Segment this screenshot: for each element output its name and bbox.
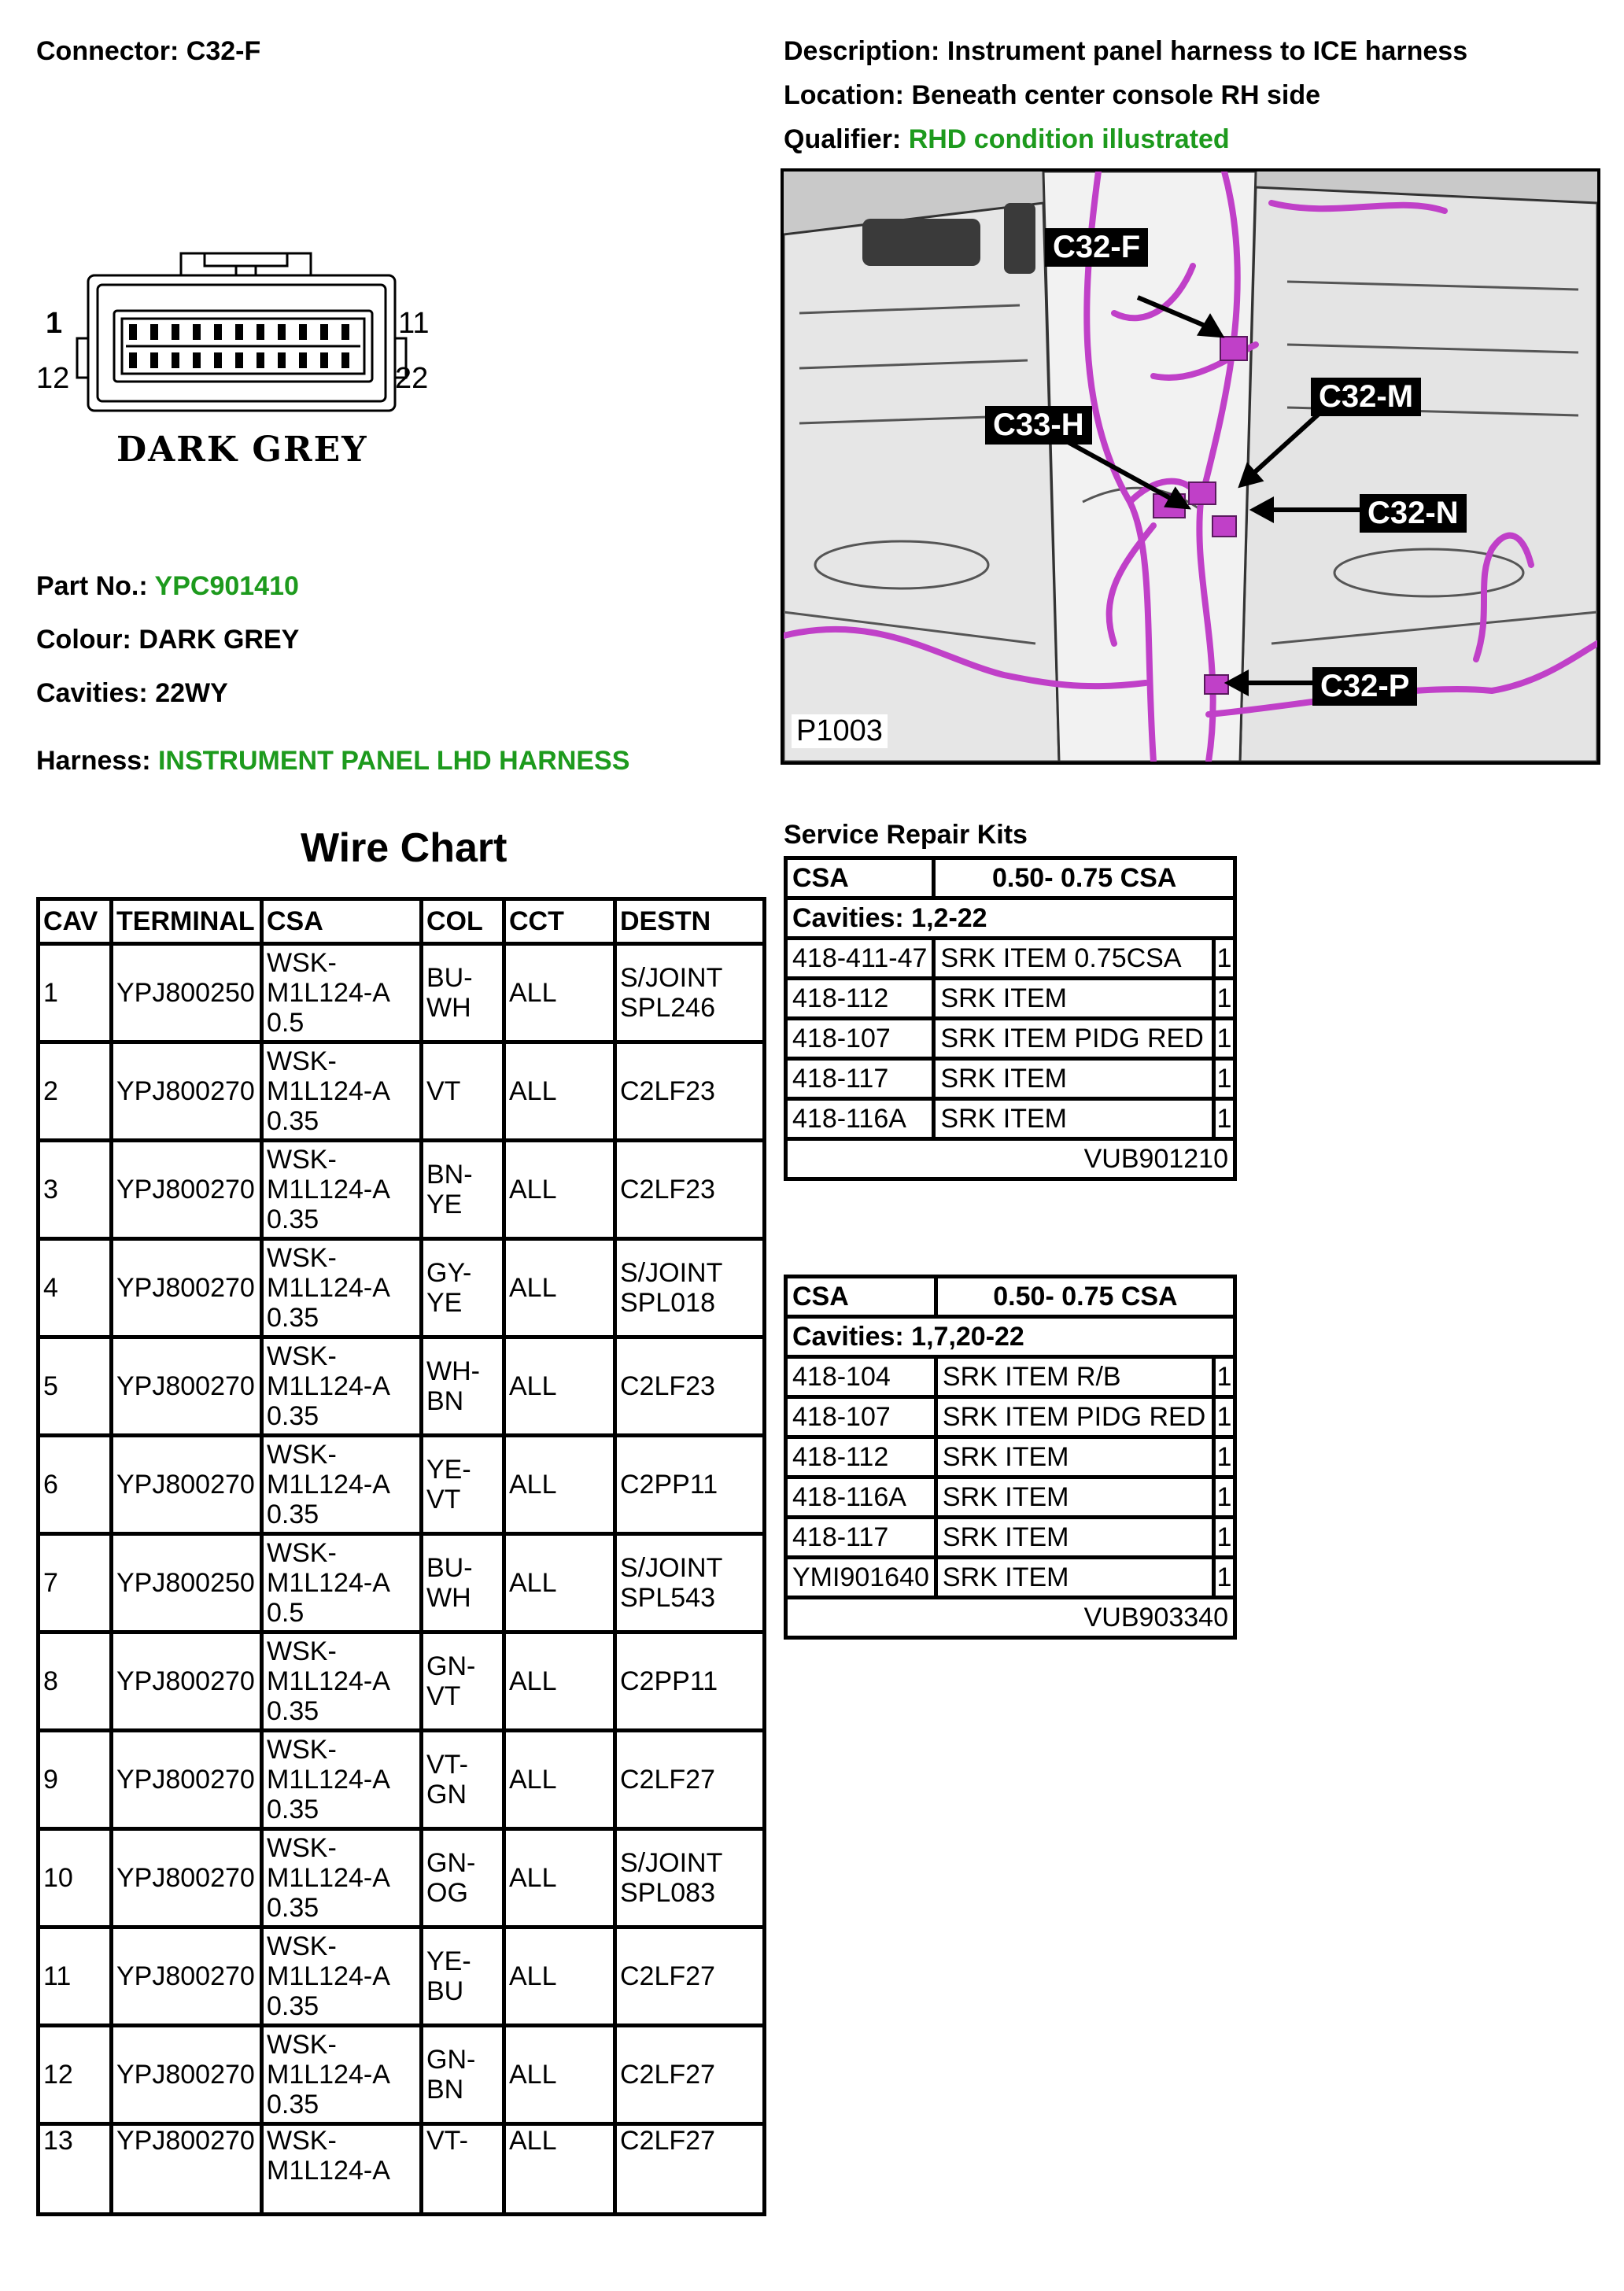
kit-item-desc: SRK ITEM PIDG RED — [934, 1019, 1214, 1059]
kit-item-code: 418-112 — [786, 979, 934, 1019]
cell-csa: WSK- M1L124-A 0.35 — [262, 1337, 422, 1436]
callout-c32-n: C32-N — [1360, 494, 1467, 533]
kit-item-code: 418-107 — [786, 1397, 936, 1437]
cell-cav: 7 — [39, 1534, 112, 1632]
kit-item-qty: 1 — [1214, 1397, 1235, 1437]
cell-terminal: YPJ800270 — [112, 2124, 262, 2215]
kit-item-row — [786, 939, 1235, 979]
callout-c32-f: C32-F — [1045, 228, 1148, 267]
cell-col: VT- — [422, 2124, 504, 2215]
cell-terminal: YPJ800270 — [112, 1928, 262, 2026]
cell-cct: ALL — [504, 944, 615, 1042]
kit-item-qty: 1 — [1214, 1437, 1235, 1478]
qualifier-value: RHD condition illustrated — [908, 124, 1230, 154]
cell-destn: C2LF27 — [615, 1928, 765, 2026]
wire-chart-title: Wire Chart — [301, 825, 507, 871]
description-label: Description: — [784, 36, 940, 66]
kit-item-desc: SRK ITEM PIDG RED — [936, 1397, 1213, 1437]
cell-cav: 2 — [39, 1042, 112, 1141]
callout-c32-m: C32-M — [1311, 378, 1421, 416]
cell-terminal: YPJ800270 — [112, 1632, 262, 1731]
col-destn: DESTN — [615, 899, 765, 944]
cell-col: GN- VT — [422, 1632, 504, 1731]
kit-number: VUB901210 — [786, 1139, 1235, 1179]
part-no-value[interactable]: YPC901410 — [154, 571, 299, 601]
connector-face-diagram — [31, 244, 441, 480]
kit-csa-value: 0.50- 0.75 CSA — [934, 858, 1235, 898]
cell-cct: ALL — [504, 2026, 615, 2124]
cell-cct: ALL — [504, 1141, 615, 1239]
cell-csa: WSK- M1L124-A 0.35 — [262, 1731, 422, 1829]
cell-csa: WSK- M1L124-A 0.35 — [262, 1928, 422, 2026]
kit-item-row — [786, 1397, 1235, 1437]
cell-destn: S/JOINT SPL018 — [615, 1239, 765, 1337]
callout-c33-h: C33-H — [985, 406, 1092, 445]
kit-item-desc: SRK ITEM — [936, 1478, 1213, 1518]
kit-header-row — [786, 858, 1235, 898]
pin-label-12: 12 — [36, 362, 70, 395]
cell-cct: ALL — [504, 1928, 615, 2026]
harness-label: Harness: — [36, 746, 151, 776]
wire-chart-body — [39, 944, 765, 2215]
cell-cav: 1 — [39, 944, 112, 1042]
kit-item-code: 418-117 — [786, 1059, 934, 1099]
cell-destn: C2LF23 — [615, 1042, 765, 1141]
cell-csa: WSK- M1L124-A 0.35 — [262, 1141, 422, 1239]
kit-item-row — [786, 1518, 1235, 1558]
table-row — [39, 1042, 765, 1141]
pin-label-11: 11 — [398, 307, 430, 340]
cell-cav: 13 — [39, 2124, 112, 2215]
kit-item-code: 418-107 — [786, 1019, 934, 1059]
cell-cav: 4 — [39, 1239, 112, 1337]
cell-col: GN- BN — [422, 2026, 504, 2124]
cavities-value: 22WY — [155, 678, 228, 708]
kit-item-code: 418-116A — [786, 1478, 936, 1518]
cell-csa: WSK- M1L124-A 0.35 — [262, 1042, 422, 1141]
cell-destn: S/JOINT SPL246 — [615, 944, 765, 1042]
cell-col: GY- YE — [422, 1239, 504, 1337]
kit-item-desc: SRK ITEM — [934, 979, 1214, 1019]
kit-number: VUB903340 — [786, 1598, 1235, 1638]
kit-item-qty: 1 — [1214, 979, 1235, 1019]
cell-destn: C2LF23 — [615, 1337, 765, 1436]
cell-terminal: YPJ800270 — [112, 1141, 262, 1239]
cell-csa: WSK- M1L124-A 0.35 — [262, 1239, 422, 1337]
connector-line — [36, 36, 260, 67]
wire-chart-header-row — [39, 899, 765, 944]
col-csa: CSA — [262, 899, 422, 944]
cell-csa: WSK- M1L124-A 0.5 — [262, 944, 422, 1042]
cell-destn: S/JOINT SPL543 — [615, 1534, 765, 1632]
table-row — [39, 1141, 765, 1239]
table-row — [39, 1239, 765, 1337]
cell-cct: ALL — [504, 1436, 615, 1534]
cell-col: BU- WH — [422, 944, 504, 1042]
col-terminal: TERMINAL — [112, 899, 262, 944]
kit-item-code: 418-112 — [786, 1437, 936, 1478]
cell-terminal: YPJ800250 — [112, 1534, 262, 1632]
table-row — [39, 944, 765, 1042]
kit-header-row — [786, 1277, 1235, 1317]
table-row — [39, 2124, 765, 2215]
kit-item-qty: 1 — [1214, 1357, 1235, 1397]
cell-cav: 6 — [39, 1436, 112, 1534]
location-line — [784, 80, 1320, 111]
cell-terminal: YPJ800270 — [112, 1829, 262, 1928]
location-photo — [781, 168, 1600, 765]
colour-value: DARK GREY — [138, 625, 300, 655]
cell-terminal: YPJ800270 — [112, 1042, 262, 1141]
cell-terminal: YPJ800270 — [112, 1436, 262, 1534]
kit-item-qty: 1 — [1214, 1059, 1235, 1099]
kit-cavities: Cavities: 1,2-22 — [786, 898, 1235, 939]
kit-item-code: 418-411-47 — [786, 939, 934, 979]
cell-col: YE- VT — [422, 1436, 504, 1534]
cell-destn: S/JOINT SPL083 — [615, 1829, 765, 1928]
kit-item-row — [786, 979, 1235, 1019]
kit-cavities-row — [786, 898, 1235, 939]
col-col: COL — [422, 899, 504, 944]
cell-destn: C2PP11 — [615, 1436, 765, 1534]
part-no-line — [36, 571, 299, 602]
cell-col: WH- BN — [422, 1337, 504, 1436]
part-no-label: Part No.: — [36, 571, 148, 601]
table-row — [39, 1534, 765, 1632]
kit-csa-value: 0.50- 0.75 CSA — [936, 1277, 1235, 1317]
cell-csa: WSK- M1L124-A 0.35 — [262, 1632, 422, 1731]
kit-number-row — [786, 1598, 1235, 1638]
cell-cct: ALL — [504, 2124, 615, 2215]
cell-csa: WSK- M1L124-A 0.35 — [262, 2026, 422, 2124]
cell-cav: 9 — [39, 1731, 112, 1829]
qualifier-line — [784, 124, 1230, 155]
colour-label: Colour: — [36, 625, 131, 655]
kit-cavities: Cavities: 1,7,20-22 — [786, 1317, 1235, 1357]
cell-cav: 10 — [39, 1829, 112, 1928]
cell-terminal: YPJ800270 — [112, 1337, 262, 1436]
cell-destn: C2PP11 — [615, 1632, 765, 1731]
qualifier-label: Qualifier: — [784, 124, 902, 154]
description-value: Instrument panel harness to ICE harness — [947, 36, 1468, 66]
cell-destn: C2LF27 — [615, 2124, 765, 2215]
cell-cav: 11 — [39, 1928, 112, 2026]
cell-terminal: YPJ800270 — [112, 1731, 262, 1829]
description-line — [784, 36, 1467, 67]
cell-destn: C2LF23 — [615, 1141, 765, 1239]
kit-item-desc: SRK ITEM 0.75CSA — [934, 939, 1214, 979]
kit-item-row — [786, 1478, 1235, 1518]
cell-terminal: YPJ800270 — [112, 1239, 262, 1337]
cell-cav: 5 — [39, 1337, 112, 1436]
cell-cct: ALL — [504, 1829, 615, 1928]
kit-csa-label: CSA — [786, 858, 934, 898]
cell-cct: ALL — [504, 1632, 615, 1731]
callout-c32-p: C32-P — [1312, 667, 1417, 706]
col-cct: CCT — [504, 899, 615, 944]
cavities-label: Cavities: — [36, 678, 148, 708]
connector-colour-text: DARK GREY — [116, 430, 368, 470]
cell-cct: ALL — [504, 1042, 615, 1141]
table-row — [39, 1928, 765, 2026]
cell-col: BN- YE — [422, 1141, 504, 1239]
cell-cct: ALL — [504, 1337, 615, 1436]
cell-csa: WSK- M1L124-A 0.35 — [262, 1436, 422, 1534]
kit-item-desc: SRK ITEM — [936, 1558, 1213, 1598]
kit-csa-label: CSA — [786, 1277, 936, 1317]
cell-cct: ALL — [504, 1731, 615, 1829]
cell-terminal: YPJ800250 — [112, 944, 262, 1042]
cell-cct: ALL — [504, 1239, 615, 1337]
kit-item-qty: 1 — [1214, 939, 1235, 979]
kit-cavities-row — [786, 1317, 1235, 1357]
kit-number-row — [786, 1139, 1235, 1179]
kit-item-qty: 1 — [1214, 1019, 1235, 1059]
kit-item-desc: SRK ITEM — [936, 1437, 1213, 1478]
kit-item-row — [786, 1059, 1235, 1099]
cell-col: GN- OG — [422, 1829, 504, 1928]
location-value: Beneath center console RH side — [911, 80, 1321, 110]
kit-item-row — [786, 1437, 1235, 1478]
cell-terminal: YPJ800270 — [112, 2026, 262, 2124]
cell-col: VT — [422, 1042, 504, 1141]
table-row — [39, 1436, 765, 1534]
kit-item-code: YMI901640 — [786, 1558, 936, 1598]
cell-col: YE- BU — [422, 1928, 504, 2026]
cell-csa: WSK- M1L124-A 0.35 — [262, 1829, 422, 1928]
kit-item-desc: SRK ITEM — [934, 1099, 1214, 1139]
location-label: Location: — [784, 80, 904, 110]
cell-destn: C2LF27 — [615, 1731, 765, 1829]
cell-csa: WSK- M1L124-A 0.5 — [262, 1534, 422, 1632]
cell-col: BU- WH — [422, 1534, 504, 1632]
kit-item-code: 418-116A — [786, 1099, 934, 1139]
cell-cct: ALL — [504, 1534, 615, 1632]
kit-item-desc: SRK ITEM R/B — [936, 1357, 1213, 1397]
table-row — [39, 1337, 765, 1436]
kit-item-qty: 1 — [1214, 1099, 1235, 1139]
vehicle-floor-illustration-icon — [784, 172, 1597, 762]
table-row — [39, 1632, 765, 1731]
harness-line — [36, 746, 629, 777]
connector-label: Connector: — [36, 36, 179, 66]
photo-id: P1003 — [792, 714, 888, 748]
cell-cav: 12 — [39, 2026, 112, 2124]
cell-cav: 8 — [39, 1632, 112, 1731]
repair-kit-table-2 — [784, 1275, 1237, 1640]
table-row — [39, 1829, 765, 1928]
wire-chart-table — [36, 897, 766, 2216]
pin-label-22: 22 — [395, 362, 429, 395]
kit-item-desc: SRK ITEM — [934, 1059, 1214, 1099]
kit-item-row — [786, 1558, 1235, 1598]
repair-kit-table-1 — [784, 856, 1237, 1181]
cell-col: VT- GN — [422, 1731, 504, 1829]
kit-item-qty: 1 — [1214, 1478, 1235, 1518]
kit-item-qty: 1 — [1214, 1558, 1235, 1598]
kit-item-desc: SRK ITEM — [936, 1518, 1213, 1558]
cavities-line — [36, 678, 228, 709]
kit-item-code: 418-104 — [786, 1357, 936, 1397]
cell-cav: 3 — [39, 1141, 112, 1239]
kit-item-row — [786, 1099, 1235, 1139]
harness-value[interactable]: INSTRUMENT PANEL LHD HARNESS — [157, 746, 630, 776]
service-repair-kits-title: Service Repair Kits — [784, 820, 1028, 850]
kit-item-row — [786, 1019, 1235, 1059]
table-row — [39, 2026, 765, 2124]
cell-destn: C2LF27 — [615, 2026, 765, 2124]
kit-item-row — [786, 1357, 1235, 1397]
table-row — [39, 1731, 765, 1829]
col-cav: CAV — [39, 899, 112, 944]
cell-csa: WSK- M1L124-A — [262, 2124, 422, 2215]
pin-label-1: 1 — [46, 307, 63, 340]
kit-item-code: 418-117 — [786, 1518, 936, 1558]
colour-line — [36, 625, 299, 655]
kit-item-qty: 1 — [1214, 1518, 1235, 1558]
connector-value: C32-F — [186, 36, 261, 66]
